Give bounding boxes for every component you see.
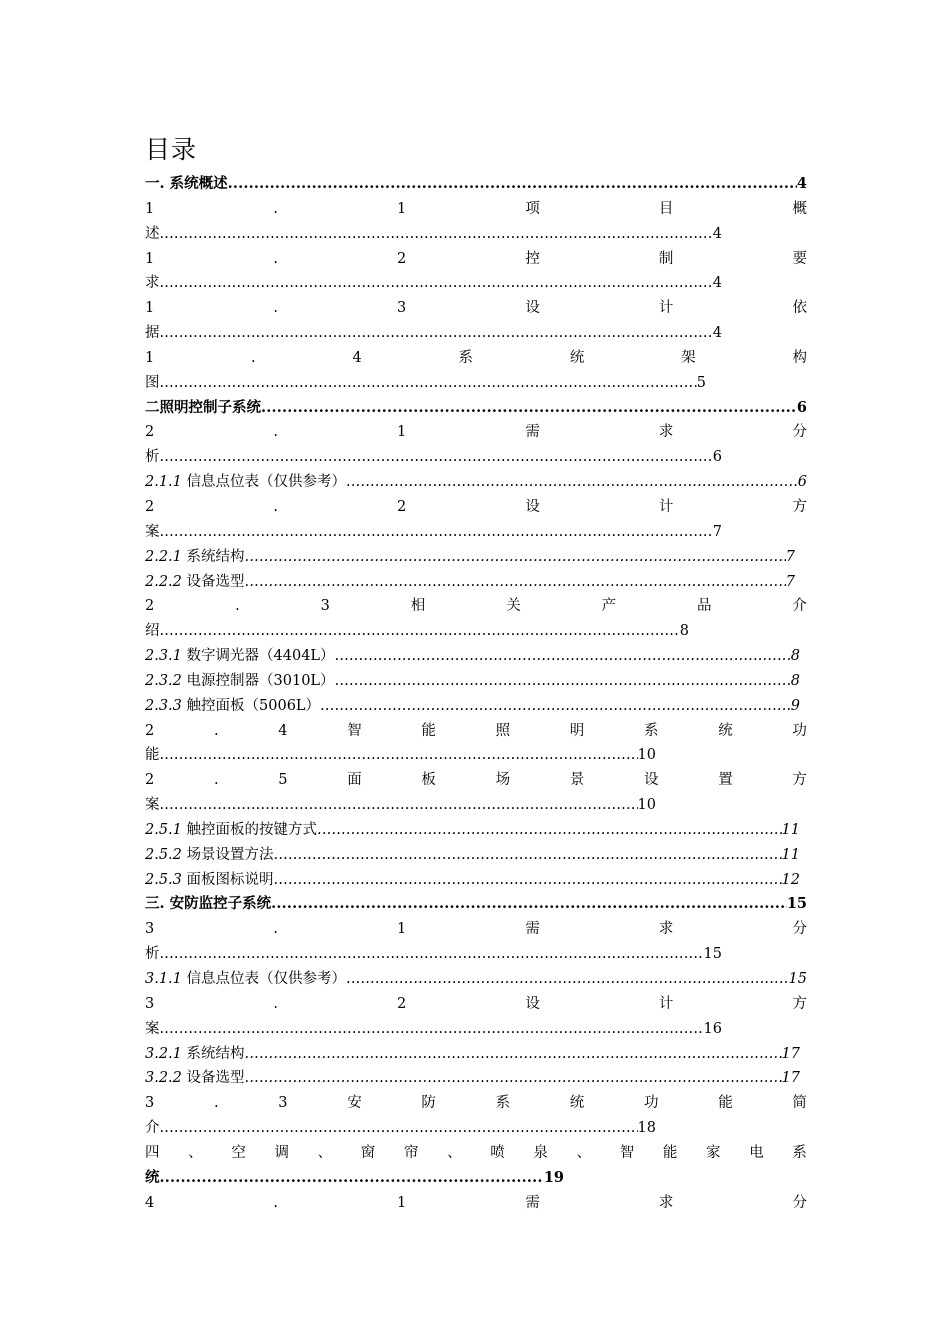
toc-entry-number: 2.2.1	[145, 548, 182, 565]
toc-page-number: 15	[703, 946, 722, 963]
toc-entry-title	[145, 793, 160, 818]
toc-entry[interactable]	[145, 818, 800, 843]
toc-dot-leader	[160, 271, 713, 296]
toc-dot-leader	[335, 669, 791, 694]
toc-heading-token: 3	[397, 300, 407, 317]
toc-dot-leader	[160, 1166, 544, 1191]
toc-entry-text: 三. 安防监控子系统	[145, 895, 272, 913]
toc-entry-text: 触控面板的按键方式	[181, 821, 318, 838]
toc-heading-token: 统	[718, 722, 733, 739]
toc-entry-title	[145, 570, 245, 595]
toc-heading-token: 设	[525, 498, 540, 515]
toc-entry-text: 系统结构	[181, 548, 245, 565]
toc-heading-token: 2	[145, 722, 155, 739]
toc-entry[interactable]	[145, 1017, 722, 1042]
toc-heading-token: 需	[525, 424, 540, 441]
toc-heading-token: 、	[188, 1144, 203, 1161]
toc-entry-title	[145, 1042, 245, 1067]
toc-heading-token: 设	[525, 995, 540, 1012]
toc-heading-token: .	[273, 250, 278, 267]
toc-heading-token: 1	[397, 424, 407, 441]
toc-entry[interactable]	[145, 470, 807, 495]
toc-entry[interactable]	[145, 967, 807, 992]
toc-page-number: 15	[788, 971, 807, 987]
toc-heading-token: 能	[421, 722, 436, 739]
toc-heading-token: 目	[658, 200, 674, 217]
toc-dot-leader	[160, 1017, 704, 1042]
toc-entry-title	[145, 470, 346, 495]
toc-entry-title	[145, 942, 160, 967]
toc-heading-token: 照	[495, 722, 511, 739]
toc-entry-title	[145, 1116, 160, 1141]
toc-dot-leader	[160, 445, 713, 470]
toc-entry-text: 二照明控制子系统	[145, 398, 261, 416]
toc-heading-token: .	[235, 598, 240, 615]
toc-page-number: 7	[785, 548, 795, 565]
toc-entry-number: 2.3.3	[145, 697, 182, 714]
toc-entry-number: 2.5.1	[145, 821, 182, 838]
toc-heading-token: 安	[347, 1095, 362, 1112]
toc-heading-token: 功	[644, 1095, 659, 1112]
toc-entry-title	[145, 1066, 245, 1091]
toc-entry-text: 一. 系统概述	[145, 175, 228, 192]
toc-heading-token: 智	[619, 1144, 635, 1161]
toc-heading-token: 4	[352, 349, 362, 366]
toc-heading-token: 要	[792, 250, 807, 267]
toc-heading-token: 系	[644, 722, 659, 739]
toc-heading-line[interactable]	[145, 296, 807, 321]
toc-heading-token: 构	[792, 349, 807, 366]
toc-entry-text: 析	[145, 449, 160, 466]
toc-dot-leader	[160, 1116, 638, 1141]
toc-heading-token: 计	[658, 498, 674, 515]
toc-entry[interactable]	[145, 520, 722, 545]
toc-entry-number: 2.3.2	[145, 672, 182, 689]
toc-dot-leader	[271, 892, 787, 917]
toc-entry-text: 绍	[145, 623, 160, 640]
toc-page-number: 4	[712, 325, 722, 342]
toc-heading-token: 项	[525, 200, 540, 217]
toc-entry-title	[145, 868, 274, 893]
toc-heading-line[interactable]	[145, 917, 807, 942]
toc-entry-text: 信息点位表（仅供参考）	[181, 971, 347, 987]
toc-entry-title	[145, 967, 346, 992]
toc-heading-token: .	[273, 300, 278, 317]
toc-heading-token: 3	[145, 1095, 155, 1112]
toc-entry-text: 述	[145, 225, 160, 242]
toc-entry-text: 系统结构	[181, 1045, 245, 1062]
toc-heading-token: .	[213, 722, 219, 739]
toc-entry-title	[145, 1166, 160, 1191]
toc-heading-token: 智	[347, 722, 362, 739]
toc-heading-line[interactable]	[145, 197, 807, 222]
toc-dot-leader	[274, 868, 782, 893]
toc-dot-leader	[160, 321, 713, 346]
toc-entry-title	[145, 694, 320, 719]
toc-entry-title	[145, 843, 274, 868]
toc-heading-token: 架	[681, 349, 696, 366]
toc-page-number: 4	[712, 225, 722, 242]
toc-entry-text: 设备选型	[181, 573, 245, 590]
toc-page-number: 16	[703, 1020, 722, 1037]
toc-heading-token: 1	[397, 921, 407, 938]
toc-heading-token: 设	[644, 772, 659, 789]
toc-heading-token: 喷	[490, 1144, 505, 1161]
toc-dot-leader	[261, 396, 797, 421]
toc-dot-leader	[245, 1066, 782, 1091]
toc-heading-line[interactable]	[145, 1191, 807, 1216]
toc-page-number: 7	[785, 573, 795, 590]
toc-heading-line[interactable]	[145, 495, 807, 520]
toc-dot-leader	[320, 694, 791, 719]
toc-heading-line[interactable]	[145, 768, 807, 793]
toc-heading-line[interactable]	[145, 719, 807, 744]
toc-page-number: 6	[797, 474, 807, 491]
toc-heading-token: 置	[718, 772, 733, 789]
toc-page-number: 17	[781, 1070, 800, 1087]
toc-heading-token: 分	[792, 424, 807, 441]
toc-heading-line[interactable]	[145, 992, 807, 1017]
toc-heading-token: 介	[792, 598, 807, 615]
toc-heading-token: 能	[718, 1095, 733, 1112]
toc-heading-token: 3	[145, 995, 155, 1012]
toc-entry[interactable]	[145, 694, 800, 719]
toc-page-number: 6	[796, 398, 807, 416]
toc-entry-number: 3.1.1	[145, 971, 182, 987]
toc-page-number: 7	[712, 523, 722, 540]
toc-heading-token: 、	[447, 1144, 462, 1161]
toc-heading-token: .	[273, 1194, 278, 1211]
toc-heading-token: 分	[792, 1194, 807, 1211]
toc-heading-token: 1	[397, 1194, 407, 1211]
toc-heading-token: 板	[421, 772, 436, 789]
toc-heading-token: 方	[792, 772, 807, 789]
toc-entry-text: 图	[145, 374, 160, 391]
toc-page-number: 11	[781, 821, 800, 838]
toc-entry[interactable]	[145, 793, 656, 818]
toc-page-number: 17	[781, 1045, 800, 1062]
toc-page-number: 19	[543, 1168, 564, 1186]
toc-entry[interactable]	[145, 396, 807, 421]
toc-entry-text: 统	[145, 1168, 160, 1186]
toc-dot-leader	[245, 570, 786, 595]
toc-page-number: 9	[790, 697, 800, 714]
toc-entry-number: 3.2.1	[145, 1045, 182, 1062]
toc-entry-text: 据	[145, 325, 160, 342]
toc-entry[interactable]	[145, 892, 807, 917]
toc-heading-token: .	[273, 921, 278, 938]
toc-entry[interactable]	[145, 445, 722, 470]
toc-entry-title	[145, 371, 160, 396]
toc-heading-token: 计	[658, 995, 674, 1012]
toc-page-number: 8	[679, 623, 689, 640]
toc-list	[145, 172, 807, 1215]
toc-entry-number: 2.3.1	[145, 648, 182, 665]
toc-dot-leader	[160, 371, 697, 396]
toc-page-number: 8	[790, 672, 800, 689]
toc-entry-text: 电源控制器（3010L）	[181, 672, 335, 689]
toc-dot-leader	[346, 470, 798, 495]
toc-dot-leader	[160, 222, 713, 247]
toc-page-number: 10	[637, 747, 656, 764]
toc-heading-token: .	[213, 1095, 219, 1112]
toc-entry-text: 信息点位表（仅供参考）	[181, 474, 347, 491]
toc-entry[interactable]	[145, 644, 800, 669]
toc-entry-title	[145, 743, 160, 768]
toc-heading-token: 空	[231, 1144, 246, 1161]
toc-heading-line[interactable]	[145, 1141, 807, 1166]
toc-page-number: 8	[790, 648, 800, 665]
toc-heading-token: 景	[569, 772, 585, 789]
toc-entry[interactable]	[145, 669, 800, 694]
toc-heading-token: 2	[145, 598, 155, 615]
toc-dot-leader	[317, 818, 782, 843]
toc-entry-text: 能	[145, 747, 160, 764]
toc-heading-token: 2	[397, 250, 407, 267]
toc-entry-number: 2.5.2	[145, 846, 182, 863]
toc-heading-token: 3	[278, 1095, 288, 1112]
toc-heading-line[interactable]	[145, 346, 807, 371]
toc-heading-token: 电	[749, 1144, 764, 1161]
toc-heading-token: .	[273, 498, 278, 515]
toc-heading-token: 求	[658, 424, 674, 441]
toc-entry-title	[145, 222, 160, 247]
toc-heading-token: 调	[274, 1144, 289, 1161]
toc-entry-text: 触控面板（5006L）	[181, 697, 321, 714]
toc-entry[interactable]	[145, 942, 722, 967]
toc-heading-token: 、	[317, 1144, 333, 1161]
toc-page-number: 6	[712, 449, 722, 466]
toc-heading-token: 系	[458, 349, 474, 366]
toc-entry-title	[145, 1017, 160, 1042]
toc-heading-token: .	[251, 349, 256, 366]
toc-heading-token: 4	[278, 722, 288, 739]
toc-entry-text: 案	[145, 1020, 160, 1037]
toc-heading-token: 1	[145, 300, 155, 317]
toc-entry-title	[145, 892, 271, 917]
toc-heading-token: 功	[792, 722, 807, 739]
toc-entry-title	[145, 172, 228, 197]
toc-entry[interactable]	[145, 1042, 800, 1067]
toc-heading-token: 需	[525, 1194, 540, 1211]
toc-heading-token: 2	[145, 498, 155, 515]
toc-heading-token: 统	[569, 349, 585, 366]
toc-entry[interactable]	[145, 1116, 656, 1141]
toc-heading-token: 2	[397, 498, 407, 515]
toc-dot-leader	[160, 520, 713, 545]
toc-entry[interactable]	[145, 843, 800, 868]
toc-heading-token: 系	[792, 1144, 807, 1161]
toc-heading-token: 统	[569, 1095, 585, 1112]
toc-page-number: 12	[781, 871, 800, 888]
toc-heading-line[interactable]	[145, 420, 807, 445]
toc-entry[interactable]	[145, 743, 656, 768]
toc-heading-token: 2	[397, 995, 407, 1012]
toc-entry[interactable]	[145, 222, 722, 247]
toc-dot-leader	[160, 942, 704, 967]
toc-heading-token: 设	[525, 300, 540, 317]
toc-heading-token: 防	[421, 1095, 436, 1112]
toc-heading-token: 帘	[403, 1144, 419, 1161]
toc-dot-leader	[228, 172, 797, 197]
toc-heading-token: 2	[145, 772, 155, 789]
toc-entry-text: 面板图标说明	[181, 871, 274, 888]
toc-heading-token: 2	[145, 424, 155, 441]
toc-heading-token: 能	[662, 1144, 678, 1161]
toc-entry-text: 设备选型	[181, 1070, 245, 1087]
toc-page-number: 5	[696, 374, 706, 391]
toc-heading-token: 制	[658, 250, 674, 267]
toc-entry-title	[145, 445, 160, 470]
toc-entry-title	[145, 321, 160, 346]
toc-entry-number: 2.2.2	[145, 573, 182, 590]
toc-heading-token: 1	[145, 200, 155, 217]
toc-dot-leader	[160, 793, 638, 818]
toc-entry-title	[145, 619, 160, 644]
toc-entry[interactable]	[145, 172, 807, 197]
toc-dot-leader	[335, 644, 791, 669]
toc-heading-token: 相	[410, 598, 426, 615]
toc-dot-leader	[245, 545, 786, 570]
toc-heading-token: 系	[495, 1095, 511, 1112]
toc-heading-token: .	[273, 424, 278, 441]
toc-title: 目录	[145, 135, 198, 164]
toc-dot-leader	[274, 843, 782, 868]
toc-heading-token: 、	[576, 1144, 592, 1161]
toc-heading-token: .	[273, 995, 278, 1012]
toc-entry[interactable]	[145, 868, 800, 893]
toc-entry-text: 析	[145, 946, 160, 963]
toc-dot-leader	[346, 967, 789, 992]
toc-page-number: 4	[712, 275, 722, 292]
toc-heading-token: 明	[569, 722, 585, 739]
toc-entry[interactable]	[145, 371, 706, 396]
toc-page-number: 10	[637, 797, 656, 814]
toc-page-number: 18	[637, 1120, 656, 1137]
toc-heading-token: 5	[278, 772, 288, 789]
toc-heading-token: 求	[658, 921, 674, 938]
toc-entry[interactable]	[145, 570, 795, 595]
toc-heading-token: 场	[495, 772, 511, 789]
toc-entry-title	[145, 396, 261, 421]
toc-heading-token: 需	[525, 921, 540, 938]
toc-entry-title	[145, 520, 160, 545]
toc-heading-token: 家	[706, 1144, 721, 1161]
toc-heading-token: 1	[145, 349, 155, 366]
toc-heading-token: 3	[145, 921, 155, 938]
toc-page-number: 4	[796, 175, 807, 192]
toc-heading-token: 概	[792, 200, 807, 217]
toc-entry-number: 3.2.2	[145, 1070, 182, 1087]
toc-heading-token: 依	[792, 300, 807, 317]
toc-entry-title	[145, 669, 335, 694]
toc-dot-leader	[160, 743, 638, 768]
toc-entry-title	[145, 818, 317, 843]
toc-heading-token: .	[213, 772, 219, 789]
toc-page	[145, 130, 807, 1215]
toc-entry[interactable]	[145, 321, 722, 346]
toc-heading-token: 关	[506, 598, 521, 615]
toc-entry-text: 求	[145, 275, 160, 292]
toc-heading-token: 品	[697, 598, 712, 615]
toc-heading-line[interactable]	[145, 1091, 807, 1116]
toc-entry-number: 2.1.1	[145, 474, 182, 491]
toc-heading-token: 4	[145, 1194, 155, 1211]
toc-heading-token: .	[273, 200, 278, 217]
toc-entry-text: 案	[145, 797, 160, 814]
toc-heading-token: 四	[145, 1144, 160, 1161]
toc-heading-token: 产	[601, 598, 617, 615]
toc-dot-leader	[245, 1042, 782, 1067]
toc-heading-line[interactable]	[145, 594, 807, 619]
toc-heading-token: 简	[792, 1095, 807, 1112]
toc-heading-token: 1	[145, 250, 155, 267]
toc-heading-token: 方	[792, 498, 807, 515]
toc-heading-line[interactable]	[145, 247, 807, 272]
toc-heading-token: 计	[658, 300, 674, 317]
toc-heading-token: 控	[525, 250, 540, 267]
toc-entry-text: 数字调光器（4404L）	[181, 648, 335, 665]
toc-heading-token: 面	[347, 772, 362, 789]
toc-entry[interactable]	[145, 271, 722, 296]
toc-entry-text: 案	[145, 523, 160, 540]
toc-entry-title	[145, 644, 335, 669]
toc-entry-title	[145, 545, 245, 570]
toc-heading-token: 求	[658, 1194, 674, 1211]
toc-heading-token: 分	[792, 921, 807, 938]
toc-entry-number: 2.5.3	[145, 871, 182, 888]
toc-page-number: 15	[786, 895, 807, 913]
toc-dot-leader	[160, 619, 680, 644]
toc-entry[interactable]	[145, 619, 689, 644]
toc-heading-token: 泉	[533, 1144, 548, 1161]
toc-entry-text: 场景设置方法	[181, 846, 274, 863]
toc-entry-title	[145, 271, 160, 296]
toc-heading-token: 方	[792, 995, 807, 1012]
toc-entry[interactable]	[145, 1166, 564, 1191]
toc-entry[interactable]	[145, 545, 795, 570]
toc-entry[interactable]	[145, 1066, 800, 1091]
toc-heading-token: 3	[320, 598, 330, 615]
toc-entry-text: 介	[145, 1120, 160, 1137]
toc-page-number: 11	[781, 846, 800, 863]
toc-heading-token: 1	[397, 200, 407, 217]
toc-heading-token: 窗	[360, 1144, 376, 1161]
